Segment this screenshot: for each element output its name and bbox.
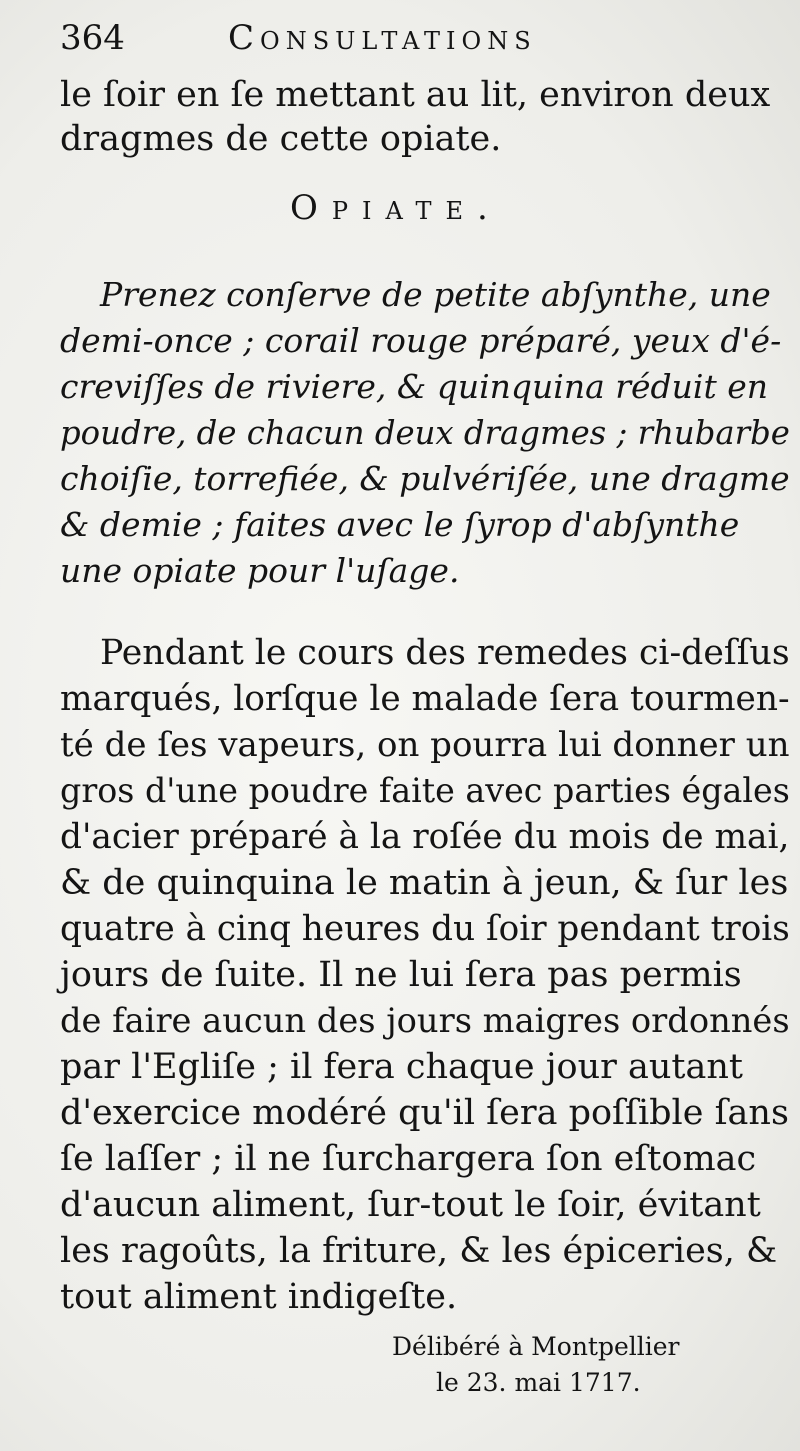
recipe-line: poudre, de chacun deux dragmes ; rhubarbe <box>60 414 790 452</box>
signature-date: le 23. mai 1717. <box>436 1368 641 1397</box>
body-line: gros d'une poudre faite avec parties égales <box>60 771 790 810</box>
body-line: Pendant le cours des remedes ci-deſſus <box>100 633 790 673</box>
body-line: les ragoûts, la friture, & les épiceries, & <box>60 1231 778 1271</box>
recipe-line: choiſie, torrefiée, & pulvériſée, une dragme <box>60 459 790 498</box>
recipe-line: une opiate pour l'uſage. <box>60 551 460 590</box>
running-title: Consultations <box>228 18 537 58</box>
recipe-line: & demie ; faites avec le ſyrop d'abſynthe <box>60 505 740 544</box>
body-line: quatre à cinq heures du ſoir pendant trois <box>60 909 790 949</box>
recipe-line: creviſſes de riviere, & quinquina réduit en <box>60 367 769 406</box>
body-line: & de quinquina le matin à jeun, & ſur les <box>60 863 789 903</box>
recipe-line: Prenez conſerve de petite abſynthe, une <box>100 275 771 314</box>
recipe-line: demi-once ; corail rouge préparé, yeux d'é- <box>60 321 782 360</box>
body-line: d'aucun aliment, ſur-tout le ſoir, évitant <box>60 1185 761 1225</box>
body-line: té de ſes vapeurs, on pourra lui donner un <box>60 725 790 765</box>
intro-line: le ſoir en ſe mettant au lit, environ deux <box>60 75 771 115</box>
body-line: d'acier préparé à la roſée du mois de mai, <box>60 817 790 857</box>
page-number: 364 <box>60 18 125 58</box>
body-line: tout aliment indigeſte. <box>60 1277 458 1317</box>
intro-line: dragmes de cette opiate. <box>60 119 502 159</box>
signature-place: Délibéré à Montpellier <box>392 1332 680 1361</box>
body-line: marqués, lorſque le malade ſera tourmen- <box>60 679 790 719</box>
body-line: de faire aucun des jours maigres ordonnés <box>60 1001 790 1040</box>
body-line: d'exercice modéré qu'il ſera poſſible ſans <box>60 1093 789 1133</box>
section-heading: Opiate. <box>290 188 502 228</box>
body-line: par l'Egliſe ; il fera chaque jour autant <box>60 1047 743 1087</box>
body-line: jours de ſuite. Il ne lui ſera pas permis <box>60 955 742 995</box>
page-header <box>60 18 620 66</box>
body-line: ſe laſſer ; il ne ſurchargera ſon eſtomac <box>60 1139 757 1179</box>
